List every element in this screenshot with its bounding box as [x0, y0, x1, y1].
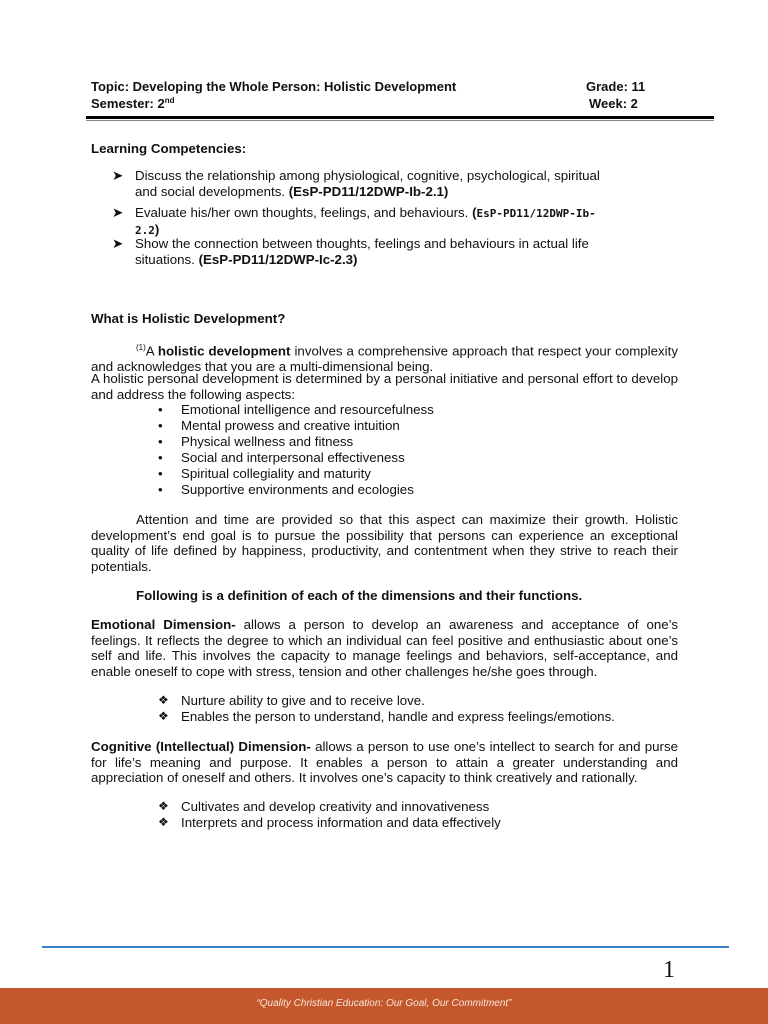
diamond-bullet-icon: ❖ — [158, 814, 169, 829]
cognitive-functions-list — [158, 799, 501, 830]
bullet-icon: • — [158, 450, 163, 465]
holistic-paragraph-1: $^{(1)}$A holistic development involves a comprehensive approach that respect your complexity and acknowledges that you are a multi-dimensional being. — [91, 343, 678, 374]
holistic-heading: What is Holistic Development? — [91, 311, 286, 326]
bullet-icon: • — [158, 434, 163, 449]
competency-item — [90, 205, 678, 238]
diamond-bullet-icon: ❖ — [158, 799, 169, 813]
bullet-icon: • — [158, 402, 163, 417]
arrow-bullet-icon: ➤ — [112, 205, 124, 220]
diamond-bullet-icon: ❖ — [158, 693, 169, 707]
list-item: • Spiritual collegiality and maturity — [158, 466, 371, 481]
bullet-icon: • — [158, 418, 163, 433]
header-rule-shadow — [86, 120, 714, 121]
diamond-bullet-icon: ❖ — [158, 708, 169, 723]
footer-blue-line — [42, 946, 729, 948]
footer-band — [0, 988, 768, 1024]
topic-title: Topic: Developing the Whole Person: Holistic Development — [91, 79, 457, 94]
list-item: ❖ Interprets and process information and data effectively — [158, 814, 501, 830]
semester-label — [91, 96, 175, 111]
competency-item — [90, 168, 678, 199]
week-label: Week: 2 — [589, 96, 638, 111]
semester-text: Semester: 2 — [91, 96, 165, 111]
arrow-bullet-icon: ➤ — [112, 168, 124, 183]
list-item: • Social and interpersonal effectiveness — [158, 450, 405, 465]
competency-item — [90, 236, 678, 267]
list-item: • Physical wellness and fitness — [158, 434, 354, 449]
bullet-icon: • — [158, 482, 163, 497]
page-number: 1 — [663, 957, 675, 983]
competency-text: Show the connection between thoughts, feelings and behaviours in actual life situations. (EsP-PD11/12DWP-Ic-2.3) — [135, 236, 589, 267]
dimensions-subheading: Following is a definition of each of the dimensions and their functions. — [136, 588, 583, 603]
footer-motto: “Quality Christian Education: Our Goal, Our Commitment” — [256, 998, 512, 1009]
list-item: • Supportive environments and ecologies — [158, 482, 414, 497]
list-item: • Mental prowess and creative intuition — [158, 418, 400, 433]
list-item: • Emotional intelligence and resourcefulness — [158, 402, 434, 417]
bullet-icon: • — [158, 466, 163, 481]
arrow-bullet-icon: ➤ — [112, 236, 124, 251]
competency-text: Evaluate his/her own thoughts, feelings, and behaviours. (EsP-PD11/12DWP-Ib- 2.2) — [135, 205, 596, 237]
aspects-list — [158, 402, 434, 498]
cognitive-dimension-paragraph: Cognitive (Intellectual) Dimension- allows a person to use one’s intellect to search for and purse for life’s meaning and purpose. It enables a person to attain a greater understanding and appreciation of oneself and others. It involves one’s capacity to think creatively and rationally. — [91, 739, 678, 785]
emotional-dimension-paragraph: Emotional Dimension- allows a person to develop an awareness and acceptance of one’s feelings. It reflects the degree to which an individual can feel positive and enthusiastic about one’s self and life. This involves the capacity to manage feelings and behaviors, self-acceptance, and enable oneself to cope with stress, tension and other challenges he/she goes through. — [91, 617, 678, 679]
holistic-paragraph-2: A holistic personal development is determined by a personal initiative and personal effort to develop and address the following aspects: — [91, 371, 678, 402]
list-item: ❖ Nurture ability to give and to receive love. — [158, 693, 425, 708]
competency-text: Discuss the relationship among physiological, cognitive, psychological, spiritual and social developments. (EsP-PD11/12DWP-Ib-2.1) — [135, 168, 600, 199]
semester-superscript: nd — [164, 96, 175, 105]
list-item: ❖ Enables the person to understand, handle and express feelings/emotions. — [158, 708, 615, 724]
emotional-functions-list — [158, 693, 615, 724]
competencies-heading: Learning Competencies: — [91, 141, 247, 156]
list-item: ❖ Cultivates and develop creativity and innovativeness — [158, 799, 490, 814]
grade-label: Grade: 11 — [586, 79, 646, 94]
holistic-paragraph-3: Attention and time are provided so that this aspect can maximize their growth. Holistic development’s end goal is to pursue the possibility that persons can experience an exceptional quality of life defined by happiness, productivity, and contentment when they strive to reach their potentials. — [91, 512, 678, 574]
header-rule — [86, 116, 714, 119]
